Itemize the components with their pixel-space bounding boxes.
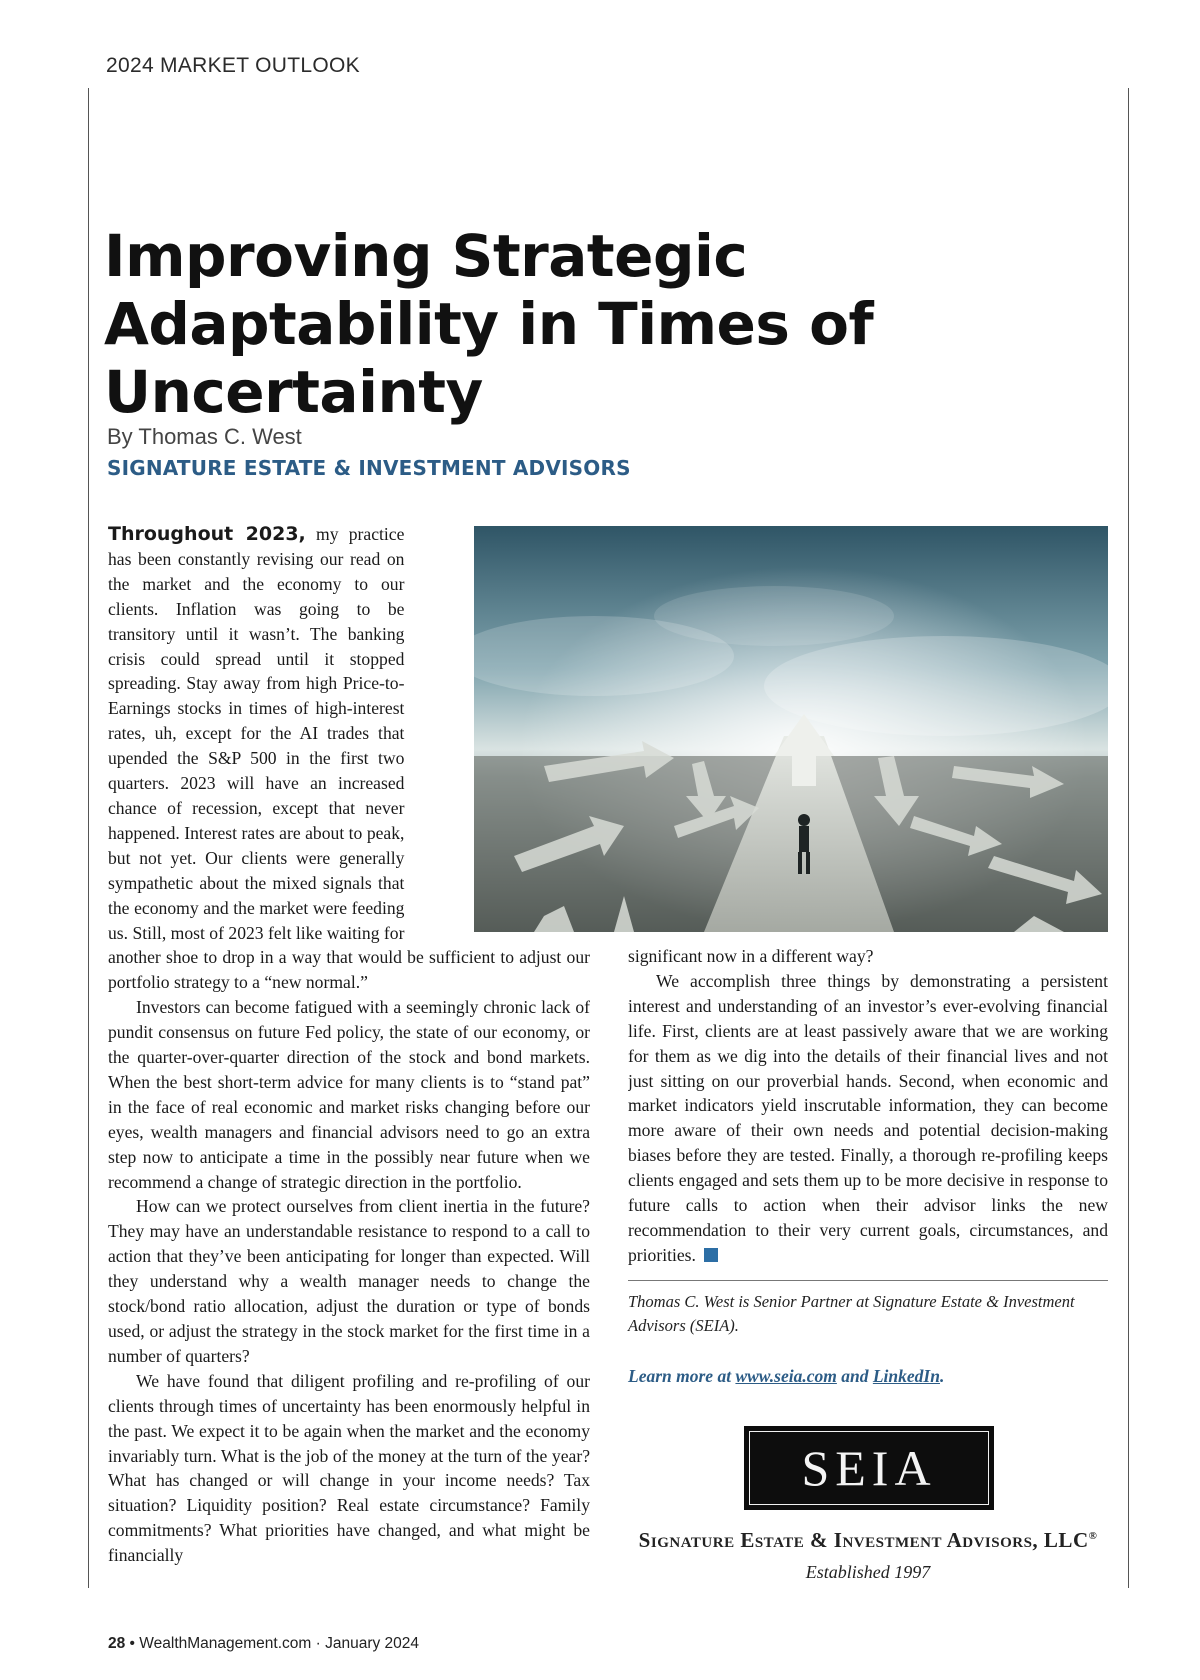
- learn-more-line: [628, 1366, 944, 1387]
- seia-logo: [744, 1426, 994, 1510]
- page-number: 28: [108, 1635, 126, 1652]
- seia-logo-mark: SEIA: [801, 1440, 937, 1496]
- article-column-right: [628, 944, 1108, 1268]
- firm-name: [628, 1528, 1108, 1553]
- learn-more-suffix: .: [939, 1366, 945, 1386]
- page-footer: [108, 1635, 419, 1653]
- article-paragraph: Investors can become fatigued with a seemingly chronic lack of pundit consensus on future Fed policy, the state of our economy, or the quarter-over-quarter direction of the stock and bond markets. When the best short-term advice for many clients is to “stand pat” in the face of real economic and market risks changing before our eyes, wealth managers and financial advisors need to go an extra step now to anticipate a time in the possibly near future when we recommend a change of strategic direction in the portfolio.: [108, 997, 590, 1192]
- registered-mark: ®: [1088, 1530, 1098, 1542]
- learn-more-prefix: Learn more at: [628, 1366, 736, 1386]
- end-of-article-mark: [704, 1248, 718, 1262]
- bio-divider: [628, 1280, 1108, 1281]
- article-column-left: [108, 522, 590, 1582]
- left-column-rule: [88, 88, 89, 1588]
- author-organization: SIGNATURE ESTATE & INVESTMENT ADVISORS: [107, 456, 631, 480]
- firm-name-text: Signature Estate & Investment Advisors, LLC: [638, 1528, 1089, 1552]
- article-lede: Throughout 2023,: [108, 523, 306, 545]
- established-year: Established 1997: [805, 1562, 931, 1582]
- right-column-rule: [1128, 88, 1129, 1588]
- section-label: 2024 MARKET OUTLOOK: [106, 54, 360, 77]
- seia-website-link[interactable]: www.seia.com: [735, 1366, 837, 1386]
- article-paragraph: How can we protect ourselves from client inertia in the future? They may have an understandable resistance to respond to a call to action that they’ve been anticipating for longer than expected. Will they understand why a wealth manager needs to change the stock/bond ratio allocation, adjust the duration or type of bonds used, or adjust the strategy in the stock market for the first time in a number of quarters?: [108, 1196, 590, 1366]
- article-paragraph: We have found that diligent profiling and re-profiling of our clients through times of uncertainty has been enormously helpful in the past. We expect it to be again when the market and the economy invariably turn. What is the job of the money at the turn of the year? What has changed or will change in your income needs? Tax situation? Liquidity position? Real estate circumstance? Family commitments? What priorities have changed, and what might be financially: [108, 1370, 590, 1566]
- footer-separator: •: [125, 1635, 140, 1652]
- footer-publication: WealthManagement.com · January 2024: [139, 1635, 420, 1652]
- article-paragraph-text: We accomplish three things by demonstrating a persistent interest and understanding of an investor’s ever-evolving financial life. First, clients are at least passively aware that we are working for them as we dig into the details of their financial lives and not just sitting on our proverbial hands. Second, when economic and market indicators yield inscrutable information, they can become more aware of their own needs and potential decision-making biases before they are tested. Finally, a thorough re-profiling keeps clients engaged and sets them up to be more decisive in response to future calls to action when their advisor links the new recommendation to their very current goals, circumstances, and priorities.: [628, 970, 1108, 1265]
- article-title: Improving Strategic Adaptability in Times of Uncertainty: [104, 222, 874, 426]
- linkedin-link[interactable]: LinkedIn: [872, 1366, 940, 1386]
- article-paragraph-text: my practice has been constantly revising our read on the market and the economy to our clients. Inflation was going to be transitory until it wasn’t. The banking crisis could spread until it stopped spreading. Stay away from high Price-to-Earnings stocks in times of high-interest rates, uh, except for the AI trades that upended the S&P 500 in the first two quarters. 2023 will have an increased chance of recession, except that never happened. Interest rates are about to peak, but not yet. Our clients were generally sympathetic about the mixed signals that the economy and the market were feeding us. Still, most of 2023 felt like waiting for another shoe to drop in a way that would be sufficient to adjust our portfolio strategy to a “new normal.”: [108, 524, 590, 993]
- article-byline: By Thomas C. West: [107, 424, 302, 449]
- author-bio: Thomas C. West is Senior Partner at Signature Estate & Investment Advisors (SEIA).: [628, 1292, 1075, 1335]
- learn-more-and: and: [836, 1366, 873, 1386]
- seia-logo-frame: [749, 1431, 989, 1505]
- article-paragraph-continuation: significant now in a different way?: [628, 946, 874, 966]
- photo-wrap-spacer: [404, 522, 590, 937]
- article-paragraph: [628, 969, 1108, 1268]
